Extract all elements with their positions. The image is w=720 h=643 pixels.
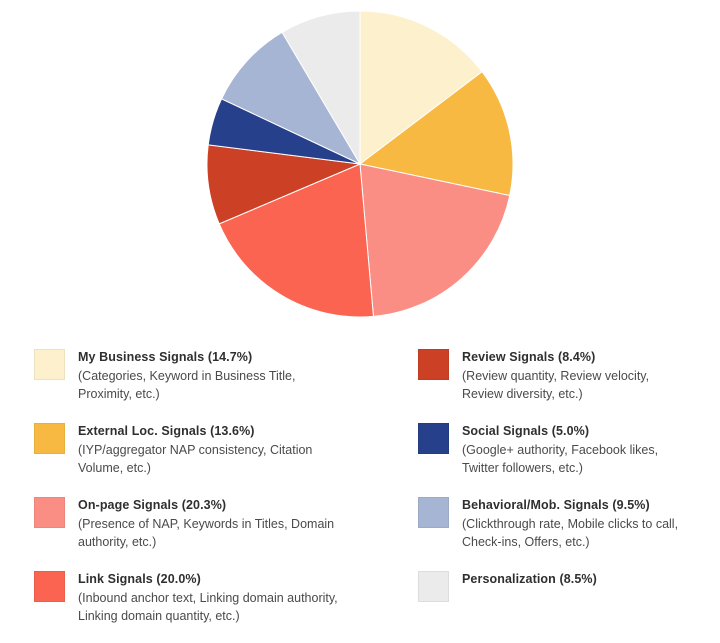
legend-label: Behavioral/Mob. Signals (9.5%) <box>462 498 650 512</box>
legend-column-right <box>360 348 686 643</box>
pie-svg <box>204 8 516 320</box>
legend-item <box>34 496 360 551</box>
legend-swatch <box>418 423 449 454</box>
legend-label: Review Signals (8.4%) <box>462 350 596 364</box>
legend-text <box>449 422 686 477</box>
legend-description: (Inbound anchor text, Linking domain authority, Linking domain quantity, etc.) <box>78 591 338 623</box>
legend-text <box>449 348 686 403</box>
legend-text <box>65 570 346 625</box>
legend-swatch <box>34 349 65 380</box>
legend-item <box>418 570 686 602</box>
legend-description: (Clickthrough rate, Mobile clicks to call, Check-ins, Offers, etc.) <box>462 517 679 549</box>
legend-description: (Review quantity, Review velocity, Review diversity, etc.) <box>462 369 650 401</box>
legend-swatch <box>34 423 65 454</box>
legend-text <box>449 570 597 587</box>
legend-label: Social Signals (5.0%) <box>462 424 590 438</box>
legend-item <box>418 496 686 551</box>
legend-text <box>449 496 686 551</box>
legend-description: (IYP/aggregator NAP consistency, Citation Volume, etc.) <box>78 443 313 475</box>
legend-description: (Categories, Keyword in Business Title, Proximity, etc.) <box>78 369 296 401</box>
pie-chart <box>204 8 516 320</box>
pie-slices <box>207 11 513 317</box>
legend-label: External Loc. Signals (13.6%) <box>78 424 255 438</box>
legend-swatch <box>34 571 65 602</box>
legend-description: (Google+ authority, Facebook likes, Twitter followers, etc.) <box>462 443 659 475</box>
legend-label: Link Signals (20.0%) <box>78 572 201 586</box>
legend-swatch <box>34 497 65 528</box>
legend-item <box>418 348 686 403</box>
legend-swatch <box>418 497 449 528</box>
legend-swatch <box>418 349 449 380</box>
legend-column-left <box>34 348 360 643</box>
legend-label: My Business Signals (14.7%) <box>78 350 253 364</box>
legend-item <box>34 348 360 403</box>
legend-label: Personalization (8.5%) <box>462 572 597 586</box>
legend-description: (Presence of NAP, Keywords in Titles, Domain authority, etc.) <box>78 517 335 549</box>
legend-text <box>65 348 346 403</box>
legend-text <box>65 496 346 551</box>
legend-item <box>34 570 360 625</box>
legend-item <box>34 422 360 477</box>
legend-text <box>65 422 346 477</box>
chart-legend <box>0 348 720 643</box>
legend-swatch <box>418 571 449 602</box>
legend-label: On-page Signals (20.3%) <box>78 498 227 512</box>
legend-item <box>418 422 686 477</box>
